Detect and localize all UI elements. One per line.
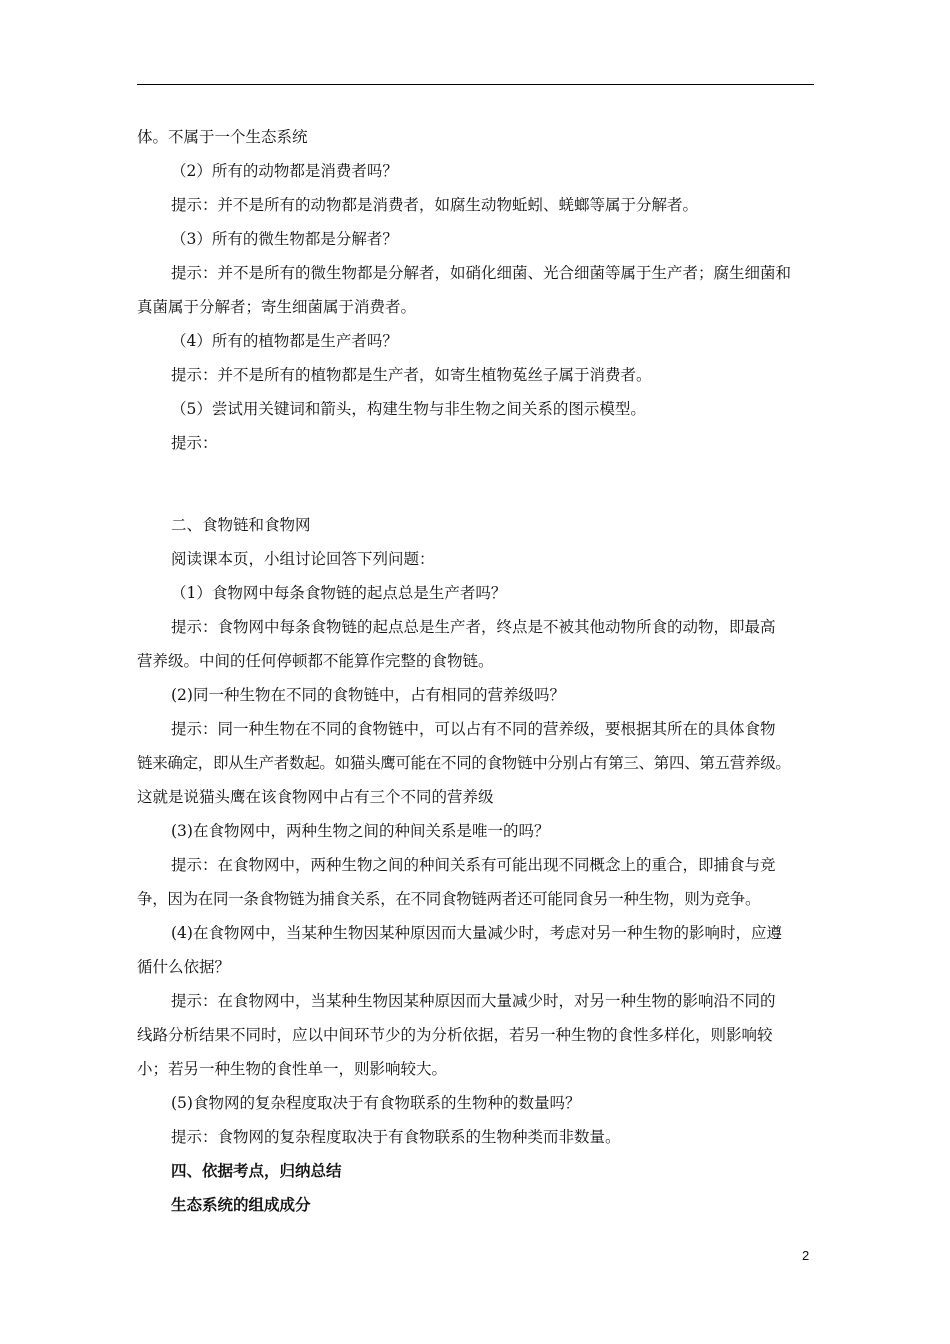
section-heading: 二、食物链和食物网: [171, 516, 311, 534]
text-line: 链来确定，即从生产者数起。如猫头鹰可能在不同的食物链中分别占有第三、第四、第五营养级。: [137, 754, 791, 772]
question-line: （1）食物网中每条食物链的起点总是生产者吗？: [171, 584, 507, 602]
subsection-heading: 生态系统的组成成分: [171, 1195, 311, 1214]
text-line: 营养级。中间的任何停顿都不能算作完整的食物链。: [137, 652, 494, 670]
question-line: （3）所有的微生物都是分解者？: [171, 230, 398, 248]
question-line: （4）所有的植物都是生产者吗？: [171, 332, 398, 350]
page-number: 2: [802, 1248, 810, 1263]
question-line: （5）尝试用关键词和箭头，构建生物与非生物之间关系的图示模型。: [171, 400, 646, 418]
question-line: (2)同一种生物在不同的食物链中，占有相同的营养级吗？: [171, 686, 565, 704]
question-line: (5)食物网的复杂程度取决于有食物联系的生物种的数量吗？: [171, 1094, 581, 1112]
hint-line: 提示：食物网中每条食物链的起点总是生产者，终点是不被其他动物所食的动物，即最高: [171, 618, 776, 636]
hint-line: 提示：同一种生物在不同的食物链中，可以占有不同的营养级，要根据其所在的具体食物: [171, 720, 776, 738]
question-line: (3)在食物网中，两种生物之间的种间关系是唯一的吗？: [171, 822, 550, 840]
blank-space: [137, 460, 817, 508]
hint-line: 提示：并不是所有的植物都是生产者，如寄生植物菟丝子属于消费者。: [171, 366, 652, 384]
text-line: 循什么依据？: [137, 958, 231, 976]
text-line: 争，因为在同一条食物链为捕食关系，在不同食物链两者还可能同食另一种生物，则为竞争。: [137, 890, 761, 908]
text-line: 体。不属于一个生态系统: [137, 128, 308, 146]
hint-line: 提示：在食物网中，两种生物之间的种间关系有可能出现不同概念上的重合，即捕食与竞: [171, 856, 776, 874]
question-line: (4)在食物网中，当某种生物因某种原因而大量减少时，考虑对另一种生物的影响时，应遵: [171, 924, 782, 942]
text-line: 真菌属于分解者；寄生细菌属于消费者。: [137, 298, 417, 316]
text-line: 这就是说猫头鹰在该食物网中占有三个不同的营养级: [137, 788, 494, 806]
document-body: [137, 120, 817, 1222]
hint-line: 提示：食物网的复杂程度取决于有食物联系的生物种类而非数量。: [171, 1128, 621, 1146]
hint-line: 提示：在食物网中，当某种生物因某种原因而大量减少时，对另一种生物的影响沿不同的: [171, 992, 776, 1010]
hint-line: 提示：并不是所有的微生物都是分解者，如硝化细菌、光合细菌等属于生产者；腐生细菌和: [171, 264, 792, 282]
section-heading: 四、依据考点，归纳总结: [171, 1161, 342, 1180]
hint-line: 提示：并不是所有的动物都是消费者，如腐生动物蚯蚓、蜣螂等属于分解者。: [171, 196, 699, 214]
text-line: 阅读课本页，小组讨论回答下列问题：: [171, 550, 435, 568]
text-line: 线路分析结果不同时，应以中间环节少的为分析依据，若另一种生物的食性多样化，则影响较: [137, 1026, 773, 1044]
hint-line: 提示：: [171, 434, 218, 452]
header-rule: [137, 84, 814, 85]
text-line: 小；若另一种生物的食性单一，则影响较大。: [137, 1060, 448, 1078]
question-line: （2）所有的动物都是消费者吗？: [171, 162, 398, 180]
